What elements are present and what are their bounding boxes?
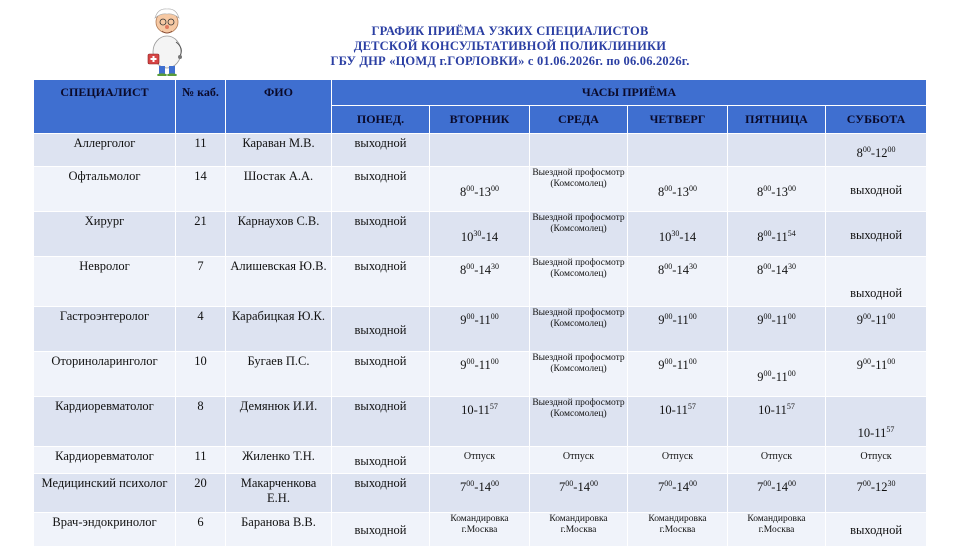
cell-mon: выходной bbox=[332, 513, 430, 547]
cell-sat: выходной bbox=[826, 513, 927, 547]
cell-name: Карнаухов С.В. bbox=[226, 212, 332, 257]
cell-room: 14 bbox=[176, 167, 226, 212]
cell-thu bbox=[628, 257, 728, 307]
cell-tue bbox=[430, 474, 530, 513]
cell-sat: выходной bbox=[826, 212, 927, 257]
cell-fri bbox=[728, 257, 826, 307]
time-range: $8^{00}-14^{30}$ bbox=[460, 262, 499, 278]
cell-wed: Выездной профосмотр (Комсомолец) bbox=[530, 352, 628, 397]
cell-tue bbox=[430, 167, 530, 212]
cell-specialist: Хирург bbox=[34, 212, 176, 257]
cell-name: Бугаев П.С. bbox=[226, 352, 332, 397]
cell-fri bbox=[728, 167, 826, 212]
cell-tue bbox=[430, 212, 530, 257]
cell-room: 11 bbox=[176, 447, 226, 474]
table-row bbox=[34, 134, 927, 167]
cell-name: Алишевская Ю.В. bbox=[226, 257, 332, 307]
time-range: $8^{00}-12^{00}$ bbox=[856, 144, 896, 160]
cell-specialist: Врач-эндокринолог bbox=[34, 513, 176, 547]
cell-name: Жиленко Т.Н. bbox=[226, 447, 332, 474]
cell-fri bbox=[728, 474, 826, 513]
cell-name: Макарченкова Е.Н. bbox=[226, 474, 332, 513]
table-row bbox=[34, 212, 927, 257]
cell-thu bbox=[628, 397, 728, 447]
time-range: $7^{00}-12^{30}$ bbox=[856, 479, 896, 495]
cell-room: 21 bbox=[176, 212, 226, 257]
cell-wed: Командировка г.Москва bbox=[530, 513, 628, 547]
title-line-3: ГБУ ДНР «ЦОМД г.ГОРЛОВКИ» с 01.06.2026г. по 06.06.2026г. bbox=[330, 54, 690, 68]
col-header-sat: СУББОТА bbox=[826, 106, 927, 134]
cell-fri bbox=[728, 352, 826, 397]
time-range: $9^{00}-11^{00}$ bbox=[658, 357, 697, 373]
time-range: $10^{30}-14$ bbox=[658, 228, 697, 244]
cell-mon: выходной bbox=[332, 474, 430, 513]
cell-specialist: Медицинский психолог bbox=[34, 474, 176, 513]
time-range: $10-11^{57}$ bbox=[659, 402, 696, 418]
title-line-2: ДЕТСКОЙ КОНСУЛЬТАТИВНОЙ ПОЛИКЛИНИКИ bbox=[353, 39, 667, 53]
time-range: $8^{00}-13^{00}$ bbox=[460, 183, 499, 199]
cell-mon: выходной bbox=[332, 257, 430, 307]
cell-room: 20 bbox=[176, 474, 226, 513]
cell-wed: Отпуск bbox=[530, 447, 628, 474]
col-header-thu: ЧЕТВЕРГ bbox=[628, 106, 728, 134]
cell-name: Караван М.В. bbox=[226, 134, 332, 167]
cell-wed bbox=[530, 134, 628, 167]
time-range: $8^{00}-13^{00}$ bbox=[757, 183, 796, 199]
col-header-mon: ПОНЕД. bbox=[332, 106, 430, 134]
cell-fri bbox=[728, 212, 826, 257]
table-row bbox=[34, 257, 927, 307]
time-range: $8^{00}-13^{00}$ bbox=[658, 183, 697, 199]
cell-mon: выходной bbox=[332, 167, 430, 212]
cell-thu bbox=[628, 134, 728, 167]
cell-mon: выходной bbox=[332, 352, 430, 397]
title-line-1: ГРАФИК ПРИЁМА УЗКИХ СПЕЦИАЛИСТОВ bbox=[371, 24, 649, 38]
cell-wed: Выездной профосмотр (Комсомолец) bbox=[530, 307, 628, 352]
table-row bbox=[34, 307, 927, 352]
cell-room: 11 bbox=[176, 134, 226, 167]
col-header-room: № каб. bbox=[176, 80, 226, 134]
time-range: $9^{00}-11^{00}$ bbox=[460, 312, 499, 328]
time-range: $8^{00}-14^{30}$ bbox=[757, 262, 796, 278]
cell-room: 6 bbox=[176, 513, 226, 547]
time-range: $9^{00}-11^{00}$ bbox=[658, 312, 697, 328]
cell-mon: выходной bbox=[332, 307, 430, 352]
table-row bbox=[34, 352, 927, 397]
cell-wed: Выездной профосмотр (Комсомолец) bbox=[530, 212, 628, 257]
col-header-wed: СРЕДА bbox=[530, 106, 628, 134]
cell-room: 7 bbox=[176, 257, 226, 307]
time-range: $9^{00}-11^{00}$ bbox=[856, 312, 896, 328]
time-range: $10-11^{57}$ bbox=[857, 424, 895, 440]
cell-thu: Командировка г.Москва bbox=[628, 513, 728, 547]
cell-wed: Выездной профосмотр (Комсомолец) bbox=[530, 167, 628, 212]
cell-mon: выходной bbox=[332, 447, 430, 474]
cell-thu bbox=[628, 167, 728, 212]
cell-sat bbox=[826, 134, 927, 167]
cell-tue: Отпуск bbox=[430, 447, 530, 474]
table-row bbox=[34, 397, 927, 447]
cell-name: Демянюк И.И. bbox=[226, 397, 332, 447]
cell-mon: выходной bbox=[332, 397, 430, 447]
cell-tue bbox=[430, 352, 530, 397]
cell-fri bbox=[728, 134, 826, 167]
cell-specialist: Гастроэнтеролог bbox=[34, 307, 176, 352]
cell-wed: Выездной профосмотр (Комсомолец) bbox=[530, 397, 628, 447]
time-range: $7^{00}-14^{00}$ bbox=[460, 479, 499, 495]
cell-fri bbox=[728, 307, 826, 352]
cell-tue bbox=[430, 134, 530, 167]
cell-specialist: Кардиоревматолог bbox=[34, 447, 176, 474]
col-header-name: ФИО bbox=[226, 80, 332, 134]
cell-tue bbox=[430, 307, 530, 352]
time-range: $9^{00}-11^{00}$ bbox=[856, 357, 896, 373]
cell-thu: Отпуск bbox=[628, 447, 728, 474]
col-header-fri: ПЯТНИЦА bbox=[728, 106, 826, 134]
cell-specialist: Оториноларинголог bbox=[34, 352, 176, 397]
col-header-specialist: СПЕЦИАЛИСТ bbox=[34, 80, 176, 134]
cell-sat bbox=[826, 397, 927, 447]
cell-name: Шостак А.А. bbox=[226, 167, 332, 212]
col-header-hours: ЧАСЫ ПРИЁМА bbox=[332, 80, 927, 106]
time-range: $8^{00}-14^{30}$ bbox=[658, 262, 697, 278]
cell-specialist: Невролог bbox=[34, 257, 176, 307]
time-range: $9^{00}-11^{00}$ bbox=[460, 357, 499, 373]
schedule-table bbox=[33, 79, 927, 547]
cell-fri bbox=[728, 397, 826, 447]
cell-name: Карабицкая Ю.К. bbox=[226, 307, 332, 352]
cell-fri: Отпуск bbox=[728, 447, 826, 474]
cell-thu bbox=[628, 212, 728, 257]
time-range: $7^{00}-14^{00}$ bbox=[559, 479, 598, 495]
time-range: $10^{30}-14$ bbox=[460, 228, 499, 244]
time-range: $9^{00}-11^{00}$ bbox=[757, 368, 796, 384]
cell-tue bbox=[430, 257, 530, 307]
cell-mon: выходной bbox=[332, 212, 430, 257]
page-title bbox=[250, 24, 770, 69]
cell-tue: Командировка г.Москва bbox=[430, 513, 530, 547]
cell-name: Баранова В.В. bbox=[226, 513, 332, 547]
cell-thu bbox=[628, 474, 728, 513]
cell-room: 4 bbox=[176, 307, 226, 352]
cell-specialist: Аллерголог bbox=[34, 134, 176, 167]
time-range: $8^{00}-11^{54}$ bbox=[757, 228, 796, 244]
table-row bbox=[34, 447, 927, 474]
time-range: $10-11^{57}$ bbox=[758, 402, 795, 418]
cell-sat: выходной bbox=[826, 257, 927, 307]
cell-specialist: Кардиоревматолог bbox=[34, 397, 176, 447]
time-range: $9^{00}-11^{00}$ bbox=[757, 312, 796, 328]
cell-tue bbox=[430, 397, 530, 447]
schedule-table-wrap bbox=[33, 79, 926, 547]
table-row bbox=[34, 513, 927, 547]
cell-sat bbox=[826, 307, 927, 352]
cell-sat bbox=[826, 474, 927, 513]
cell-thu bbox=[628, 352, 728, 397]
cell-room: 10 bbox=[176, 352, 226, 397]
table-row bbox=[34, 474, 927, 513]
cell-room: 8 bbox=[176, 397, 226, 447]
cell-sat: выходной bbox=[826, 167, 927, 212]
time-range: $7^{00}-14^{00}$ bbox=[757, 479, 796, 495]
table-row bbox=[34, 167, 927, 212]
doctor-cartoon-icon bbox=[140, 4, 194, 76]
cell-wed bbox=[530, 474, 628, 513]
time-range: $7^{00}-14^{00}$ bbox=[658, 479, 697, 495]
cell-sat: Отпуск bbox=[826, 447, 927, 474]
cell-wed: Выездной профосмотр (Комсомолец) bbox=[530, 257, 628, 307]
time-range: $10-11^{57}$ bbox=[461, 402, 498, 418]
cell-thu bbox=[628, 307, 728, 352]
cell-specialist: Офтальмолог bbox=[34, 167, 176, 212]
col-header-tue: ВТОРНИК bbox=[430, 106, 530, 134]
cell-mon: выходной bbox=[332, 134, 430, 167]
cell-sat bbox=[826, 352, 927, 397]
cell-fri: Командировка г.Москва bbox=[728, 513, 826, 547]
